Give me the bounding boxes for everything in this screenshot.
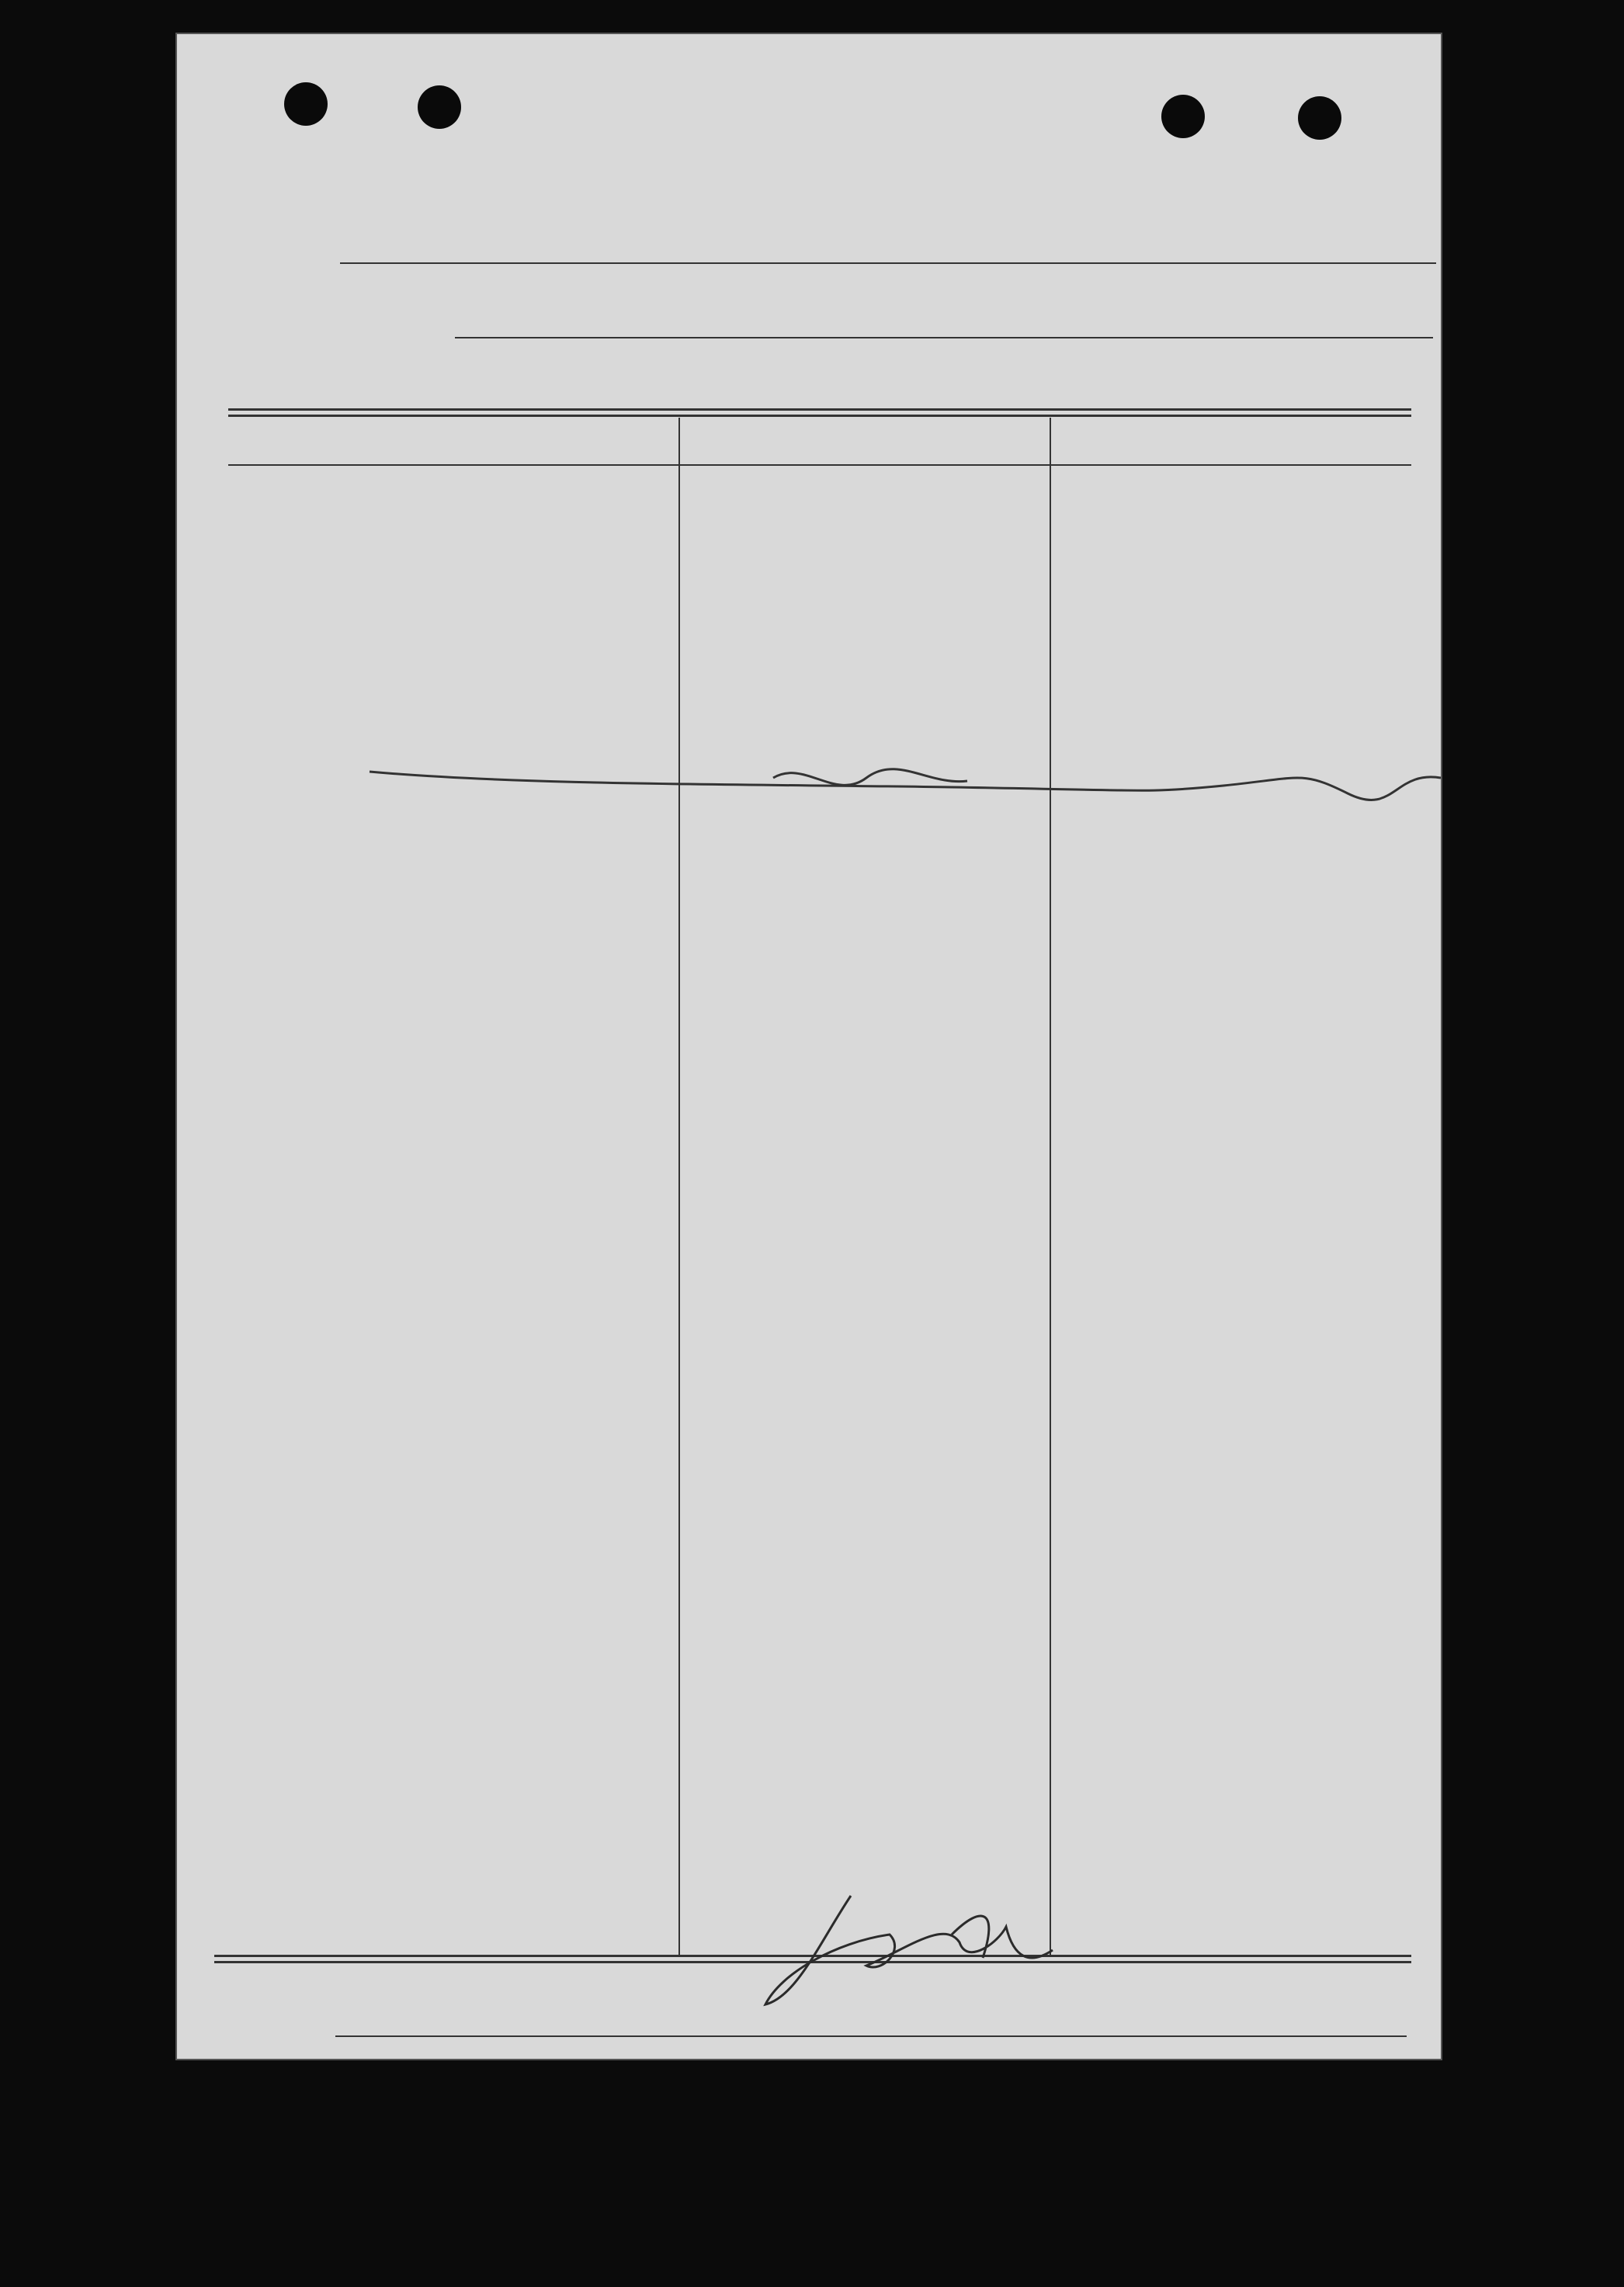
punch-hole	[284, 82, 328, 126]
aircraft-line	[340, 262, 1436, 264]
strike-through-scribble	[292, 762, 1441, 809]
table-top-rule	[228, 408, 1411, 411]
punch-hole	[418, 85, 461, 129]
punch-hole	[1161, 95, 1205, 138]
embark-line	[455, 337, 1433, 338]
inspector-signature	[750, 1880, 1076, 2028]
column-divider	[1050, 418, 1051, 1955]
column-divider	[678, 418, 680, 1955]
manifest-sheet	[175, 33, 1442, 2060]
table-top-rule-2	[228, 415, 1411, 417]
footer-line	[335, 2035, 1407, 2037]
punch-hole	[1298, 96, 1341, 140]
header-rule	[228, 464, 1411, 466]
